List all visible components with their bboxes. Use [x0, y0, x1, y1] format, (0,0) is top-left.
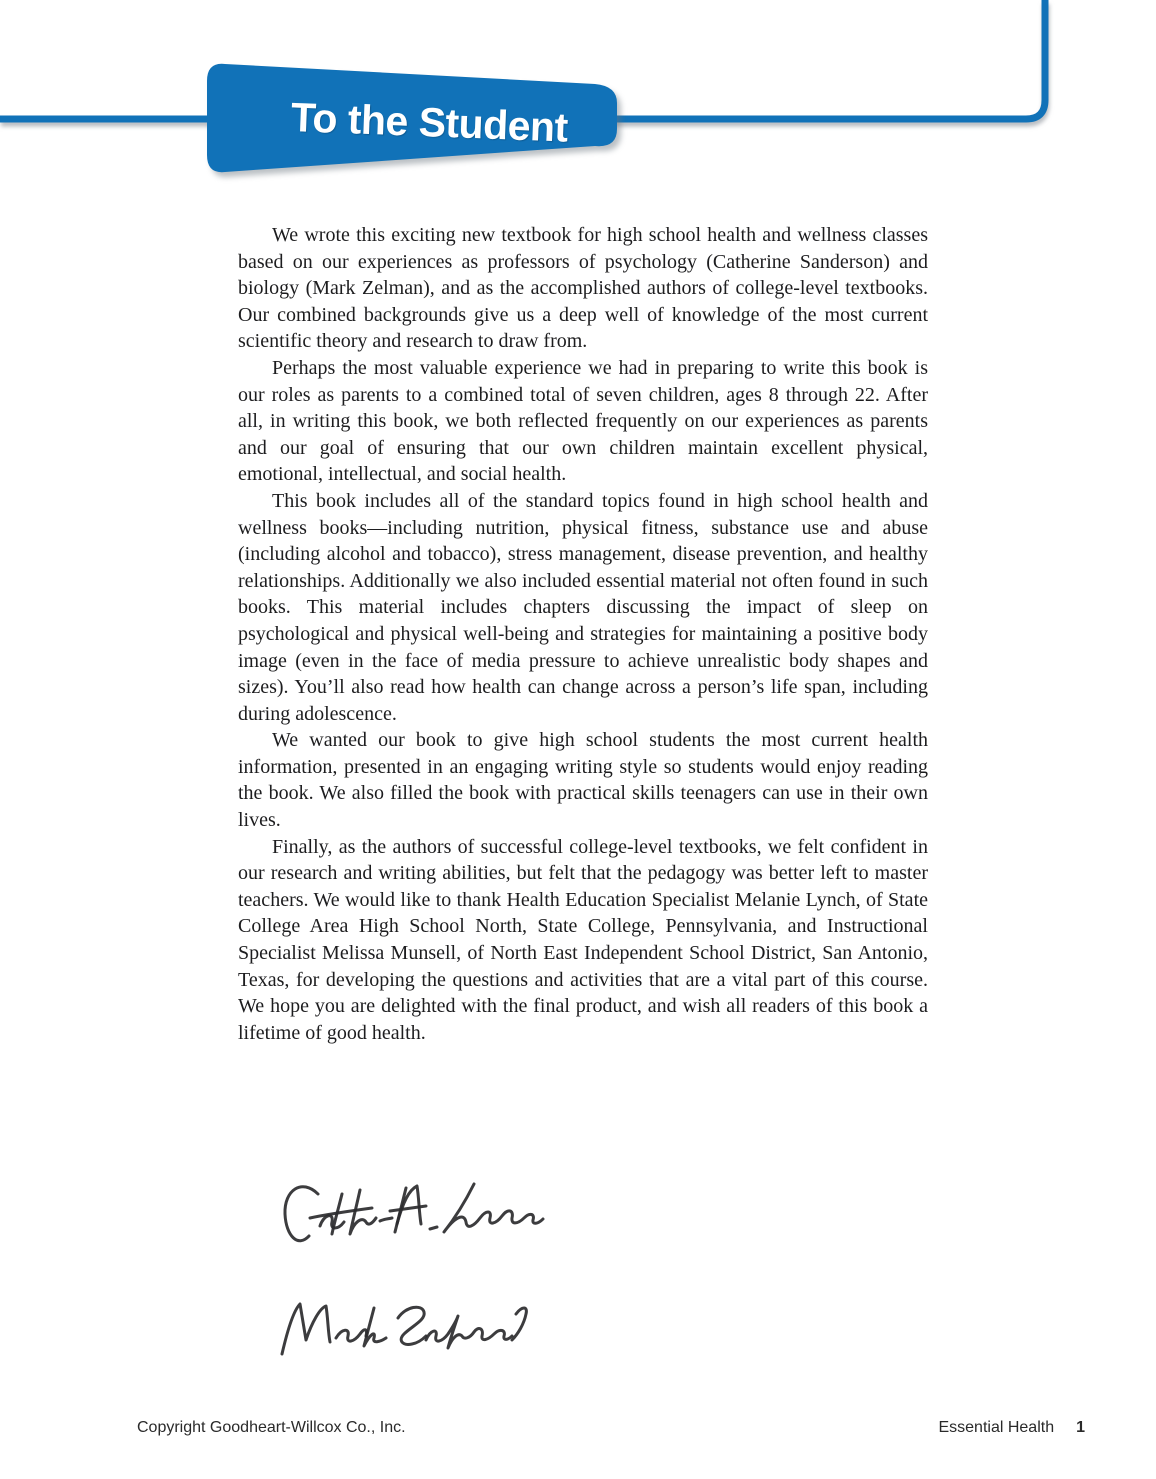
signature-mark-zelman: [276, 1296, 538, 1364]
body-text: [238, 222, 928, 1046]
paragraph-4: We wanted our book to give high school students the most current health information, presented in an engaging writing style so students would enjoy reading the book. We also filled the book with practical skills teenagers can use in their own lives.: [238, 729, 928, 832]
paragraph-1: We wrote this exciting new textbook for high school health and wellness classes based on our experiences as professors of psychology (Catherine Sanderson) and biology (Mark Zelman), and as the accomplished authors of college-level textbooks. Our combined backgrounds give us a deep well of knowledge of the most current scientific theory and research to draw from.: [238, 224, 928, 353]
signature-catherine-sanderson: [276, 1174, 548, 1262]
footer-book-title: Essential Health: [938, 1419, 1055, 1436]
page-title: To the Student: [290, 94, 569, 151]
footer-page-number: 1: [1076, 1419, 1085, 1436]
paragraph-3: This book includes all of the standard topics found in high school health and wellness books—including nutrition, physical fitness, substance use and abuse (including alcohol and tobacco), stress management, disease prevention, and healthy relationships. Additionally we also included essential material not often found in such books. This material includes chapters discussing the impact of sleep on psychological and physical well-being and strategies for maintaining a positive body image (even in the face of media pressure to achieve unrealistic body shapes and sizes). You’ll also read how health can change across a person’s life span, including during adolescence.: [238, 489, 928, 725]
footer-right: [938, 1419, 1085, 1437]
paragraph-2: Perhaps the most valuable experience we had in preparing to write this book is our roles as parents to a combined total of seven children, ages 8 through 22. After all, in writing this book, we both reflected frequently on our experiences as parents and our goal of ensuring that our own children maintain excellent physical, emotional, intellectual, and social health.: [238, 356, 928, 486]
paragraph-5: Finally, as the authors of successful college-level textbooks, we felt confident in our research and writing abilities, but felt that the pedagogy was better left to master teachers. We would like to thank Health Education Specialist Melanie Lynch, of State College Area High School North, State College, Pennsylvania, and Instructional Specialist Melissa Munsell, of North East Independent School District, San Antonio, Texas, for developing the questions and activities that are a vital part of this course. We hope you are delighted with the final product, and wish all readers of this book a lifetime of good health.: [238, 835, 928, 1044]
footer-copyright: Copyright Goodheart-Willcox Co., Inc.: [137, 1419, 406, 1436]
chapter-banner: [203, 50, 648, 185]
